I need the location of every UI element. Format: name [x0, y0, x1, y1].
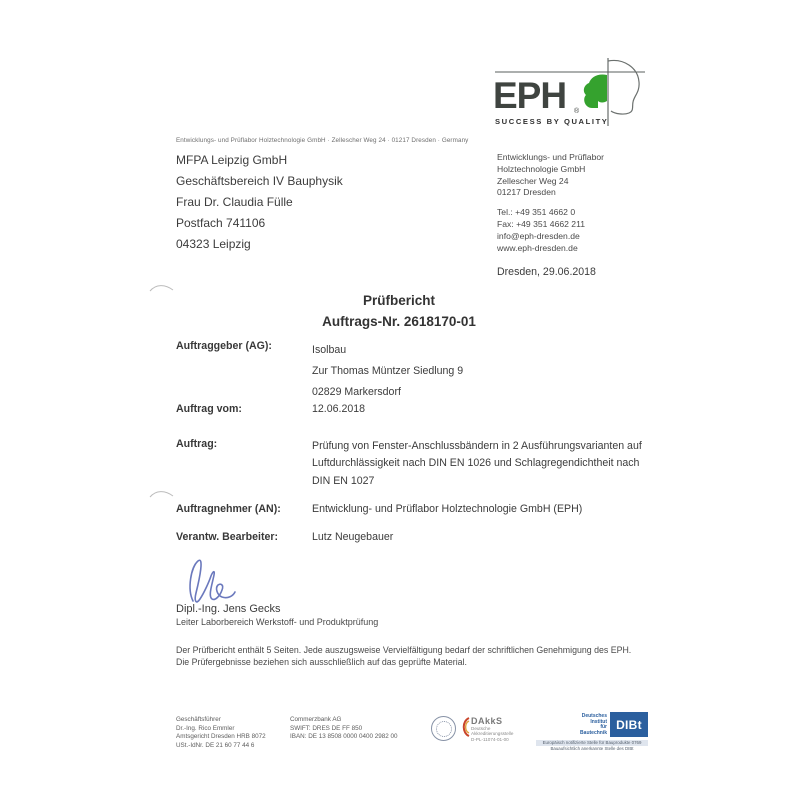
eph-tree-icon	[584, 74, 607, 108]
scan-artifact	[147, 487, 177, 501]
certification-seal-inner	[436, 721, 452, 737]
eph-head-profile-icon	[608, 60, 639, 114]
order-description-line: Luftdurchlässigkeit nach DIN EN 1026 und Schlagregendichtheit nach	[312, 457, 640, 470]
handwritten-signature	[183, 555, 245, 605]
client-value	[312, 340, 463, 403]
footer-bank-line: IBAN: DE 13 8508 0000 0400 2982 00	[290, 733, 398, 741]
footnote-line: Die Prüfergebnisse beziehen sich ausschließlich auf das geprüfte Material.	[176, 657, 467, 667]
eph-registered-mark: ®	[574, 108, 580, 115]
recipient-line: MFPA Leipzig GmbH	[176, 153, 288, 167]
report-title-block	[176, 290, 622, 332]
dibt-institute-text	[580, 712, 607, 737]
issuer-address-line: Holztechnologie GmbH	[497, 163, 586, 174]
footer-management-line: Amtsgericht Dresden HRB 8072	[176, 733, 266, 741]
dakks-subline: Deutsche	[471, 726, 491, 731]
order-label: Auftrag:	[176, 438, 218, 450]
dakks-subline: Akkreditierungsstelle	[471, 731, 514, 737]
dibt-institute-line: für	[600, 724, 607, 731]
editor-value: Lutz Neugebauer	[312, 531, 394, 543]
issuer-contact-block	[497, 152, 604, 254]
recipient-line: 04323 Leipzig	[176, 237, 251, 251]
order-date-label: Auftrag vom:	[176, 403, 242, 415]
dibt-subline: Europäisch notifizierte Stelle für Bauprodukte 0769	[536, 740, 648, 746]
scan-artifact	[147, 281, 177, 295]
footer-management-line: Dr.-Ing. Rico Emmler	[176, 724, 235, 732]
issuer-address-line: 01217 Dresden	[497, 187, 556, 198]
dibt-institute-line: Institut	[590, 718, 607, 725]
dakks-sublines	[471, 726, 513, 742]
sender-line: Entwicklungs- und Prüflabor Holztechnologie GmbH · Zellescher Weg 24 · 01217 Dresden · Germany	[176, 137, 469, 144]
dibt-sublines	[536, 740, 648, 751]
issuer-phone: Tel.: +49 351 4662 0	[497, 207, 576, 218]
report-order-number: Auftrags-Nr. 2618170-01	[322, 314, 476, 329]
eph-tagline: SUCCESS BY QUALITY	[495, 117, 609, 126]
dibt-box	[610, 712, 648, 737]
recipient-line: Postfach 741106	[176, 216, 266, 230]
order-description-line: DIN EN 1027	[312, 474, 375, 487]
order-date-value: 12.06.2018	[312, 403, 366, 415]
footnote-line: Der Prüfbericht enthält 5 Seiten. Jede auszugsweise Vervielfältigung bedarf der schriftlichen Genehmigung des EPH.	[176, 645, 632, 655]
contractor-label: Auftragnehmer (AN):	[176, 503, 281, 515]
dibt-logo	[536, 712, 648, 751]
spacer	[497, 199, 604, 207]
recipient-address	[176, 150, 343, 255]
eph-logo-graphic	[495, 58, 645, 128]
client-line: 02829 Markersdorf	[312, 386, 401, 398]
order-description	[312, 438, 647, 490]
report-footnotes	[176, 644, 631, 668]
dakks-logo	[460, 716, 513, 742]
dibt-abbr: DIBt	[616, 717, 642, 732]
footer-management-line: USt.-IdNr. DE 21 60 77 44 6	[176, 741, 255, 749]
eph-logo-text: EPH	[495, 75, 567, 116]
signer-role: Leiter Laborbereich Werkstoff- und Produktprüfung	[176, 617, 379, 627]
issuer-email: info@eph-dresden.de	[497, 230, 580, 241]
recipient-line: Frau Dr. Claudia Fülle	[176, 195, 293, 209]
client-line: Zur Thomas Müntzer Siedlung 9	[312, 365, 464, 377]
footer-bank	[290, 716, 397, 742]
signer-name: Dipl.-Ing. Jens Gecks	[176, 603, 281, 615]
dakks-name: DAkkS	[471, 716, 503, 726]
issuer-website: www.eph-dresden.de	[497, 242, 578, 253]
dateline: Dresden, 29.06.2018	[497, 266, 596, 278]
recipient-line: Geschäftsbereich IV Bauphysik	[176, 174, 343, 188]
report-title: Prüfbericht	[362, 293, 435, 308]
editor-label: Verantw. Bearbeiter:	[176, 531, 279, 543]
dakks-subline: D-PL-11074-01-00	[471, 736, 509, 742]
contractor-value: Entwicklung- und Prüflabor Holztechnologie GmbH (EPH)	[312, 503, 583, 515]
dakks-arc-icon	[460, 716, 470, 738]
order-description-line: Prüfung von Fenster-Anschlussbändern in 2 Ausführungsvarianten auf	[312, 440, 642, 452]
issuer-fax: Fax: +49 351 4662 211	[497, 218, 585, 229]
issuer-address-line: Zellescher Weg 24	[497, 175, 569, 186]
dibt-subline: Bauaufsichtlich anerkannte Stelle des DIBt	[550, 745, 634, 751]
eph-logo	[495, 58, 645, 133]
dibt-institute-line: Deutsches	[581, 713, 607, 719]
certification-seal-icon	[431, 716, 456, 741]
dibt-institute-line: Bautechnik	[580, 729, 607, 736]
footer-management-line: Geschäftsführer	[176, 716, 221, 723]
footer-bank-line: Commerzbank AG	[290, 716, 342, 723]
footer-management	[176, 716, 266, 750]
issuer-address-line: Entwicklungs- und Prüflabor	[497, 152, 604, 162]
client-line: Isolbau	[312, 344, 347, 356]
client-label: Auftraggeber (AG):	[176, 340, 272, 352]
footer-bank-line: SWIFT: DRES DE FF 850	[290, 724, 363, 732]
